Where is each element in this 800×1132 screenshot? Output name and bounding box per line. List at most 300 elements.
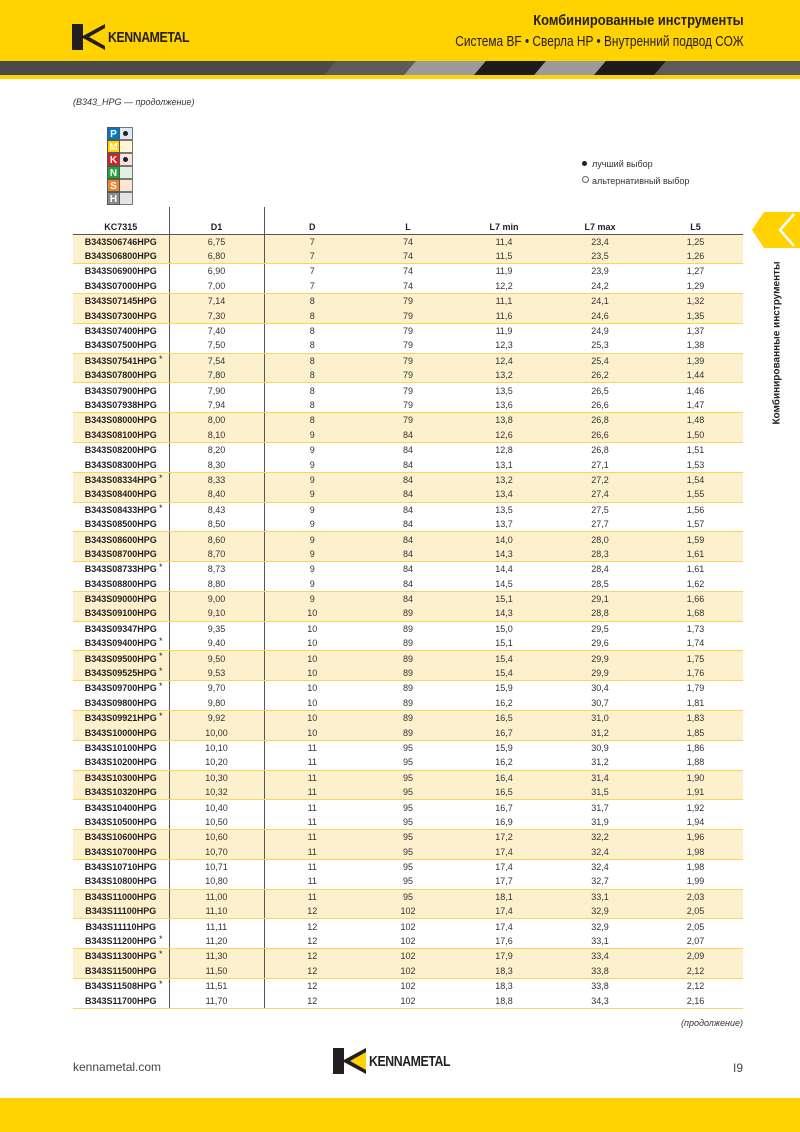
cell-l5: [648, 487, 743, 502]
cell-value: 15,1: [495, 594, 513, 605]
cell-l: [360, 725, 456, 740]
cell-value: 8,20: [207, 445, 226, 456]
cell-value: 89: [402, 653, 413, 664]
cell-value: B343S10200HPG: [84, 757, 157, 768]
cell-value: 27,1: [591, 459, 609, 470]
cell-d: [264, 383, 360, 398]
cell-code: [73, 383, 169, 398]
cell-value: 2,05: [686, 906, 705, 917]
cell-d1: [169, 949, 264, 964]
cell-value: B343S08300HPG: [84, 459, 157, 470]
cell-l7min: [456, 889, 552, 904]
cell-value: 8,33: [207, 474, 226, 485]
cell-code: [73, 725, 169, 740]
cell-value: 10,00: [205, 727, 228, 738]
asterisk-note-icon: *: [158, 711, 163, 721]
cell-l5: [648, 606, 743, 621]
cell-value: 27,7: [591, 519, 609, 530]
cell-value: 17,4: [495, 846, 513, 857]
cell-d: [264, 442, 360, 457]
cell-l7max: [552, 681, 648, 696]
cell-l: [360, 323, 456, 338]
cell-l: [360, 383, 456, 398]
cell-l5: [648, 323, 743, 338]
cell-value: 33,8: [591, 965, 609, 976]
cell-value: 18,3: [495, 981, 513, 992]
cell-l7max: [552, 398, 648, 413]
cell-d: [264, 472, 360, 487]
cell-value: B343S07300HPG: [84, 310, 157, 321]
cell-l: [360, 398, 456, 413]
cell-l: [360, 740, 456, 755]
cell-value: 30,4: [591, 683, 609, 694]
cell-value: 9,70: [207, 683, 226, 694]
side-tab[interactable]: [770, 258, 784, 428]
cell-l5: [648, 428, 743, 443]
cell-l7max: [552, 800, 648, 815]
cell-l7max: [552, 964, 648, 979]
cell-code: [73, 830, 169, 845]
cell-d1: [169, 979, 264, 994]
cell-l7min: [456, 874, 552, 889]
cell-d: [264, 487, 360, 502]
cell-d: [264, 651, 360, 666]
table-row[interactable]: [73, 740, 743, 755]
cell-value: B343S10600HPG: [84, 832, 157, 843]
cell-value: 2,03: [686, 891, 705, 902]
cell-l: [360, 979, 456, 994]
cell-value: B343S10320HPG: [84, 787, 157, 798]
cell-l7max: [552, 383, 648, 398]
cell-value: 27,4: [591, 489, 609, 500]
cell-value: 84: [402, 534, 413, 545]
table-row[interactable]: [73, 249, 743, 264]
cell-code: [73, 502, 169, 517]
cell-value: B343S10300HPG: [84, 772, 157, 783]
table-row[interactable]: [73, 964, 743, 979]
cell-value: 23,5: [591, 251, 609, 262]
cell-l7max: [552, 338, 648, 353]
cell-l: [360, 368, 456, 383]
cell-value: 8: [309, 355, 315, 366]
cell-value: 30,9: [591, 742, 609, 753]
cell-l7max: [552, 264, 648, 279]
material-row-s: [107, 179, 133, 192]
cell-value: 15,0: [495, 623, 513, 634]
col-header-l7min: L7 min: [456, 221, 552, 234]
cell-value: 32,4: [591, 862, 609, 873]
table-row[interactable]: [73, 889, 743, 904]
cell-d: [264, 428, 360, 443]
cell-value: 31,9: [591, 816, 609, 827]
table-row[interactable]: [73, 547, 743, 562]
cell-l7max: [552, 294, 648, 309]
table-row[interactable]: [73, 472, 743, 487]
cell-l5: [648, 442, 743, 457]
cell-value: B343S08500HPG: [84, 519, 157, 530]
cell-value: B343S08334HPG: [84, 474, 157, 485]
table-row[interactable]: [73, 696, 743, 711]
table-row[interactable]: [73, 815, 743, 830]
cell-code: [73, 472, 169, 487]
cell-l7min: [456, 859, 552, 874]
cell-value: 102: [400, 995, 416, 1006]
cell-value: 84: [402, 548, 413, 559]
kennametal-logo[interactable]: [72, 24, 207, 50]
cell-d1: [169, 919, 264, 934]
cell-code: [73, 591, 169, 606]
cell-d: [264, 904, 360, 919]
cell-value: 16,7: [495, 802, 513, 813]
col-header-l: L: [360, 221, 456, 234]
cell-value: B343S08100HPG: [84, 429, 157, 440]
cell-value: 31,7: [591, 802, 609, 813]
cell-d1: [169, 874, 264, 889]
cell-value: 7,90: [207, 385, 226, 396]
cell-value: 11,5: [495, 251, 513, 262]
table-row[interactable]: [73, 353, 743, 368]
cell-l5: [648, 859, 743, 874]
cell-d1: [169, 770, 264, 785]
table-row[interactable]: [73, 338, 743, 353]
table-row[interactable]: [73, 234, 743, 249]
cell-value: 1,81: [686, 697, 705, 708]
cell-value: 79: [402, 370, 413, 381]
table-row[interactable]: [73, 487, 743, 502]
table-row[interactable]: [73, 368, 743, 383]
cell-value: B343S07800HPG: [84, 370, 157, 381]
table-row[interactable]: [73, 785, 743, 800]
table-row[interactable]: [73, 859, 743, 874]
cell-d1: [169, 785, 264, 800]
cell-l5: [648, 964, 743, 979]
cell-l: [360, 413, 456, 428]
cell-code: [73, 323, 169, 338]
cell-code: [73, 279, 169, 294]
cell-value: B343S09800HPG: [84, 697, 157, 708]
cell-l7max: [552, 859, 648, 874]
cell-value: 8,40: [207, 489, 226, 500]
best-choice-dot-icon: [123, 131, 128, 136]
table-row[interactable]: [73, 264, 743, 279]
cell-code: [73, 621, 169, 636]
cell-value: 11: [307, 816, 317, 827]
cell-value: B343S07000HPG: [84, 280, 157, 291]
table-row[interactable]: [73, 919, 743, 934]
table-row[interactable]: [73, 323, 743, 338]
material-letter: P: [107, 127, 120, 140]
cell-value: 1,83: [686, 713, 705, 724]
cell-l7max: [552, 696, 648, 711]
cell-l7min: [456, 979, 552, 994]
cell-l7min: [456, 651, 552, 666]
cell-l7max: [552, 547, 648, 562]
cell-value: 11,00: [205, 891, 228, 902]
cell-value: 1,37: [686, 326, 705, 337]
table-row[interactable]: [73, 308, 743, 323]
cell-l7min: [456, 532, 552, 547]
cell-value: 8,00: [207, 415, 226, 426]
cell-value: 1,44: [686, 370, 705, 381]
cell-code: [73, 800, 169, 815]
cell-value: 1,27: [686, 266, 705, 277]
material-letter: K: [107, 153, 120, 166]
cell-value: B343S08400HPG: [84, 489, 157, 500]
table-row[interactable]: [73, 532, 743, 547]
table-row[interactable]: [73, 428, 743, 443]
table-row[interactable]: [73, 725, 743, 740]
table-row[interactable]: [73, 904, 743, 919]
table-row[interactable]: [73, 502, 743, 517]
cell-value: 11: [307, 757, 317, 768]
cell-value: 102: [400, 921, 416, 932]
cell-value: 8: [309, 385, 315, 396]
cell-l7min: [456, 234, 552, 249]
cell-value: 89: [402, 727, 413, 738]
cell-l5: [648, 249, 743, 264]
cell-l7min: [456, 711, 552, 726]
cell-value: 95: [402, 876, 413, 887]
cell-value: 32,9: [591, 921, 609, 932]
table-row[interactable]: [73, 383, 743, 398]
cell-value: 9,10: [207, 608, 226, 619]
cell-value: 84: [402, 459, 413, 470]
cell-value: B343S10710HPG: [84, 862, 157, 873]
cell-d1: [169, 294, 264, 309]
cell-l: [360, 338, 456, 353]
cell-value: 9,50: [207, 653, 226, 664]
cell-l5: [648, 830, 743, 845]
cell-value: B343S09700HPG: [84, 683, 157, 694]
cell-value: 32,7: [591, 876, 609, 887]
cell-l5: [648, 398, 743, 413]
cell-value: 24,9: [591, 326, 609, 337]
cell-l7min: [456, 845, 552, 860]
cell-l5: [648, 502, 743, 517]
cell-value: 8,43: [207, 504, 226, 515]
cell-d: [264, 562, 360, 577]
cell-d: [264, 517, 360, 532]
table-row[interactable]: [73, 442, 743, 457]
table-row[interactable]: [73, 874, 743, 889]
cell-d1: [169, 323, 264, 338]
cell-value: B343S10500HPG: [84, 816, 157, 827]
cell-value: 8: [309, 296, 315, 307]
table-row[interactable]: [73, 770, 743, 785]
cell-value: B343S11700HPG: [84, 995, 157, 1006]
cell-code: [73, 234, 169, 249]
cell-l5: [648, 547, 743, 562]
cell-d1: [169, 562, 264, 577]
cell-d: [264, 591, 360, 606]
cell-value: 7,00: [207, 280, 226, 291]
table-row[interactable]: [73, 517, 743, 532]
cell-code: [73, 859, 169, 874]
cell-l7min: [456, 591, 552, 606]
cell-value: 31,2: [591, 727, 609, 738]
cell-value: 29,5: [591, 623, 609, 634]
section-tab-chevron-icon[interactable]: [752, 212, 800, 248]
cell-l: [360, 889, 456, 904]
cell-value: 9: [309, 548, 315, 559]
cell-d: [264, 681, 360, 696]
header-stripe-bar: [0, 61, 800, 75]
page-number: I9: [733, 1061, 744, 1075]
cell-code: [73, 457, 169, 472]
cell-value: 18,3: [495, 965, 513, 976]
cell-value: 12,3: [495, 340, 513, 351]
cell-code: [73, 547, 169, 562]
cell-l7max: [552, 904, 648, 919]
cell-value: 2,07: [686, 936, 705, 947]
table-row[interactable]: [73, 934, 743, 949]
cell-value: 13,5: [495, 385, 513, 396]
cell-l: [360, 859, 456, 874]
legend-best-label: лучший выбор: [592, 158, 653, 169]
cell-l: [360, 547, 456, 562]
cell-l: [360, 353, 456, 368]
table-row[interactable]: [73, 413, 743, 428]
section-subtitle: Система BF • Сверла HP • Внутренний подвод СОЖ: [455, 34, 744, 50]
cell-l7max: [552, 591, 648, 606]
cell-l5: [648, 651, 743, 666]
cell-value: 1,98: [686, 862, 705, 873]
cell-d: [264, 845, 360, 860]
cell-value: 28,0: [591, 534, 609, 545]
cell-value: 7,40: [207, 326, 226, 337]
cell-l7max: [552, 502, 648, 517]
cell-code: [73, 517, 169, 532]
cell-value: 102: [400, 906, 416, 917]
table-row[interactable]: [73, 755, 743, 770]
cell-value: 79: [402, 326, 413, 337]
cell-code: [73, 487, 169, 502]
cell-l7min: [456, 264, 552, 279]
cell-d: [264, 368, 360, 383]
cell-value: 79: [402, 415, 413, 426]
cell-l5: [648, 383, 743, 398]
cell-l7max: [552, 249, 648, 264]
cell-l5: [648, 368, 743, 383]
cell-l7max: [552, 442, 648, 457]
cell-value: 1,39: [686, 355, 705, 366]
cell-d1: [169, 576, 264, 591]
cell-value: 1,91: [686, 787, 705, 798]
table-row[interactable]: [73, 845, 743, 860]
cell-d1: [169, 815, 264, 830]
cell-code: [73, 696, 169, 711]
legend-alternative: [582, 172, 689, 189]
table-row[interactable]: [73, 294, 743, 309]
cell-value: 9,80: [207, 697, 226, 708]
cell-value: 102: [400, 951, 416, 962]
cell-value: 27,2: [591, 474, 609, 485]
cell-code: [73, 993, 169, 1008]
website-link[interactable]: kennametal.com: [73, 1060, 162, 1074]
cell-code: [73, 964, 169, 979]
table-row[interactable]: [73, 949, 743, 964]
cell-value: 32,2: [591, 832, 609, 843]
cell-l7max: [552, 815, 648, 830]
col-header-l5: L5: [648, 221, 743, 234]
cell-value: 9: [309, 578, 315, 589]
cell-d1: [169, 755, 264, 770]
cell-value: 10: [307, 623, 318, 634]
cell-value: 84: [402, 445, 413, 456]
cell-value: 2,09: [686, 951, 705, 962]
cell-d1: [169, 993, 264, 1008]
table-row[interactable]: [73, 979, 743, 994]
cell-value: 13,4: [495, 489, 513, 500]
table-row[interactable]: [73, 993, 743, 1008]
cell-d: [264, 964, 360, 979]
cell-code: [73, 606, 169, 621]
cell-l: [360, 517, 456, 532]
cell-code: [73, 681, 169, 696]
product-table: [73, 221, 743, 1009]
table-row[interactable]: [73, 621, 743, 636]
table-row[interactable]: [73, 711, 743, 726]
cell-value: 9: [309, 594, 315, 605]
cell-value: B343S07541HPG: [84, 355, 157, 366]
cell-value: B343S09400HPG: [84, 638, 157, 649]
table-row[interactable]: [73, 576, 743, 591]
cell-l7max: [552, 279, 648, 294]
cell-value: 11: [307, 891, 317, 902]
table-row[interactable]: [73, 666, 743, 681]
cell-l7min: [456, 547, 552, 562]
cell-d1: [169, 234, 264, 249]
cell-value: 10: [307, 653, 318, 664]
cell-value: 12: [307, 965, 318, 976]
cell-value: 11,30: [205, 951, 228, 962]
table-row[interactable]: [73, 830, 743, 845]
footer-band: [0, 1098, 800, 1132]
cell-value: 12,8: [495, 445, 513, 456]
cell-code: [73, 442, 169, 457]
table-row[interactable]: [73, 636, 743, 651]
table-row[interactable]: [73, 800, 743, 815]
cell-d1: [169, 264, 264, 279]
table-row[interactable]: [73, 591, 743, 606]
table-row[interactable]: [73, 606, 743, 621]
cell-l: [360, 666, 456, 681]
cell-value: 2,12: [686, 981, 705, 992]
cell-value: 1,53: [686, 459, 705, 470]
cell-value: B343S09500HPG: [84, 653, 157, 664]
table-row[interactable]: [73, 562, 743, 577]
cell-l7max: [552, 919, 648, 934]
cell-value: 7,54: [207, 355, 226, 366]
material-row-h: [107, 192, 133, 205]
cell-l5: [648, 308, 743, 323]
table-row[interactable]: [73, 457, 743, 472]
cell-value: 16,2: [495, 697, 513, 708]
asterisk-note-icon: *: [158, 651, 163, 662]
cell-value: 26,8: [591, 415, 609, 426]
cell-l5: [648, 711, 743, 726]
cell-d: [264, 353, 360, 368]
cell-code: [73, 249, 169, 264]
cell-d1: [169, 651, 264, 666]
cell-value: 14,3: [495, 608, 513, 619]
cell-d: [264, 859, 360, 874]
cell-l7min: [456, 830, 552, 845]
table-row[interactable]: [73, 681, 743, 696]
table-row[interactable]: [73, 651, 743, 666]
table-row[interactable]: [73, 398, 743, 413]
table-row[interactable]: [73, 279, 743, 294]
